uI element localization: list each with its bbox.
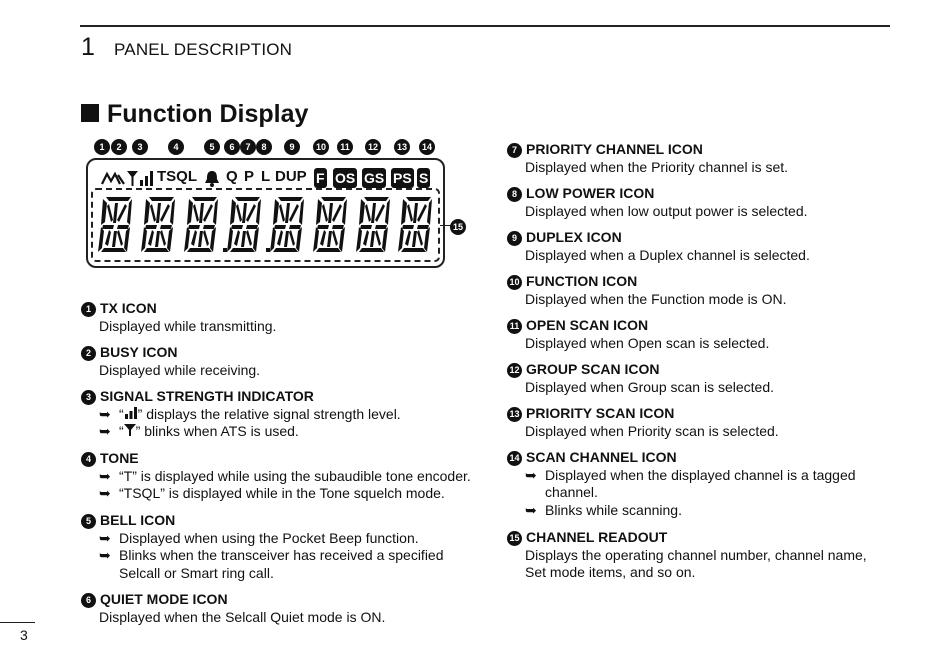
decimal-point <box>266 248 270 252</box>
priority-scan-icon: PS <box>393 170 412 186</box>
signal-bars-icon <box>124 407 138 419</box>
header-rule <box>80 25 890 27</box>
item-title: QUIET MODE ICON <box>100 591 228 607</box>
item-number: 5 <box>81 514 96 529</box>
segment-digit-1 <box>98 195 135 254</box>
item-title: TX ICON <box>100 300 157 316</box>
segment-digit-8 <box>398 195 435 254</box>
bullet-text: Displayed when using the Pocket Beep function. <box>119 529 419 546</box>
function-icon: F <box>316 170 325 186</box>
item-number: 11 <box>507 319 522 334</box>
square-bullet-icon <box>81 104 99 122</box>
callout-9: 9 <box>284 139 300 155</box>
callout-5: 5 <box>204 139 220 155</box>
arrow-bullet-icon: ➥ <box>99 423 111 439</box>
signal-strength-icon <box>126 169 156 187</box>
item-number: 3 <box>81 390 96 405</box>
tx-icon <box>100 170 126 186</box>
duplex-icon: DUP <box>275 168 307 185</box>
bullet-text: channel. <box>545 484 598 500</box>
item-number: 10 <box>507 275 522 290</box>
callout-3: 3 <box>132 139 148 155</box>
arrow-bullet-icon: ➥ <box>99 529 111 546</box>
item-title: SCAN CHANNEL ICON <box>526 449 677 465</box>
bullet-text: Displayed when the displayed channel is a tagged <box>545 466 856 483</box>
item-desc: Displayed when a Duplex channel is selected. <box>525 246 810 263</box>
segment-digit-7 <box>356 195 393 254</box>
callout-7: 7 <box>240 139 256 155</box>
scan-channel-icon: S <box>419 170 429 186</box>
item-busy-icon <box>81 344 260 379</box>
segment-digit-3 <box>184 195 221 254</box>
bullet-text: Blinks while scanning. <box>545 501 682 518</box>
item-number: 2 <box>81 346 96 361</box>
item-number: 8 <box>507 187 522 202</box>
item-number: 14 <box>507 451 522 466</box>
decimal-point <box>223 248 227 252</box>
item-number: 4 <box>81 452 96 467</box>
item-signal-strength: 3 SIGNAL STRENGTH INDICATOR ➥ “ ” displays the relative signal strength level. ➥ “ ” blinks when ATS is used. <box>81 388 401 441</box>
item-tx-icon <box>81 300 276 335</box>
callout-14: 14 <box>419 139 435 155</box>
callout-11: 11 <box>337 139 353 155</box>
arrow-bullet-icon: ➥ <box>525 501 537 518</box>
item-number: 9 <box>507 231 522 246</box>
item-desc: Displayed when the Priority channel is set. <box>525 158 789 175</box>
callout-15-number: 15 <box>450 219 466 235</box>
item-priority-channel <box>507 141 788 176</box>
arrow-bullet-icon: ➥ <box>99 547 111 563</box>
bullet-text: Selcall or Smart ring call. <box>119 564 274 581</box>
callout-10: 10 <box>313 139 329 155</box>
arrow-bullet-icon: ➥ <box>99 467 111 484</box>
item-number: 12 <box>507 363 522 378</box>
item-low-power <box>507 185 808 220</box>
item-group-scan <box>507 361 774 396</box>
item-desc: Displayed when Open scan is selected. <box>525 334 770 351</box>
item-title: SIGNAL STRENGTH INDICATOR <box>100 388 314 404</box>
item-number: 13 <box>507 407 522 422</box>
item-open-scan <box>507 317 769 352</box>
item-title: CHANNEL READOUT <box>526 529 668 545</box>
arrow-bullet-icon: ➥ <box>99 405 111 422</box>
item-bell-icon <box>81 512 444 582</box>
item-title: FUNCTION ICON <box>526 273 638 289</box>
item-desc: Displayed while transmitting. <box>99 317 277 334</box>
footer-rule <box>0 622 35 623</box>
chapter-number: 1 <box>81 33 95 61</box>
item-channel-readout <box>507 529 867 582</box>
item-title: BUSY ICON <box>100 344 178 360</box>
bell-icon <box>203 169 221 187</box>
item-desc: Displayed while receiving. <box>99 361 261 378</box>
item-title: GROUP SCAN ICON <box>526 361 660 377</box>
antenna-icon <box>124 424 136 436</box>
tsql-icon: TSQL <box>157 168 197 185</box>
callout-2: 2 <box>111 139 127 155</box>
item-desc: Displayed when Group scan is selected. <box>525 378 775 395</box>
item-title: OPEN SCAN ICON <box>526 317 649 333</box>
priority-channel-icon: P <box>244 168 255 185</box>
bullet-text: Blinks when the transceiver has received a specified <box>119 547 444 563</box>
group-scan-icon: GS <box>364 170 385 186</box>
item-title: TONE <box>100 450 139 466</box>
item-number: 6 <box>81 593 96 608</box>
arrow-bullet-icon: ➥ <box>99 485 111 501</box>
quiet-mode-icon: Q <box>226 168 238 185</box>
item-priority-scan <box>507 405 779 440</box>
callout-1: 1 <box>94 139 110 155</box>
item-scan-channel <box>507 449 856 519</box>
segment-digit-2 <box>141 195 178 254</box>
arrow-bullet-icon: ➥ <box>525 466 537 483</box>
item-desc: Displayed when the Selcall Quiet mode is ON. <box>99 608 386 625</box>
item-desc: Displayed when Priority scan is selected. <box>525 422 779 439</box>
segment-digit-6 <box>313 195 350 254</box>
item-number: 7 <box>507 143 522 158</box>
chapter-title: PANEL DESCRIPTION <box>114 40 293 59</box>
lcd-icon-row <box>100 168 440 190</box>
segment-digit-4 <box>227 195 264 254</box>
item-function <box>507 273 786 308</box>
item-quiet-mode <box>81 591 385 626</box>
item-desc: Displayed when the Function mode is ON. <box>525 290 787 307</box>
item-desc: Displays the operating channel number, channel name, <box>525 546 867 563</box>
item-number: 15 <box>507 531 522 546</box>
callout-15 <box>450 218 470 236</box>
bullet-text: “T” is displayed while using the subaudible tone encoder. <box>119 467 471 484</box>
item-title: PRIORITY SCAN ICON <box>526 405 675 421</box>
callout-6: 6 <box>224 139 240 155</box>
item-desc: Displayed when low output power is selected. <box>525 202 808 219</box>
item-duplex <box>507 229 810 264</box>
low-power-icon: L <box>261 168 271 185</box>
segment-digit-5 <box>270 195 307 254</box>
display-callouts <box>94 139 444 159</box>
item-title: DUPLEX ICON <box>526 229 622 245</box>
item-title: BELL ICON <box>100 512 176 528</box>
item-desc: Set mode items, and so on. <box>525 564 696 580</box>
item-title: PRIORITY CHANNEL ICON <box>526 141 703 157</box>
item-tone <box>81 450 471 503</box>
callout-13: 13 <box>394 139 410 155</box>
callout-12: 12 <box>365 139 381 155</box>
item-number: 1 <box>81 302 96 317</box>
bullet-text: “TSQL” is displayed while in the Tone squelch mode. <box>119 485 445 501</box>
page-number: 3 <box>20 627 28 643</box>
item-title: LOW POWER ICON <box>526 185 655 201</box>
callout-8: 8 <box>256 139 272 155</box>
open-scan-icon: OS <box>335 170 356 186</box>
section-title <box>81 100 308 129</box>
section-title-text: Function Display <box>107 100 309 128</box>
callout-4: 4 <box>168 139 184 155</box>
